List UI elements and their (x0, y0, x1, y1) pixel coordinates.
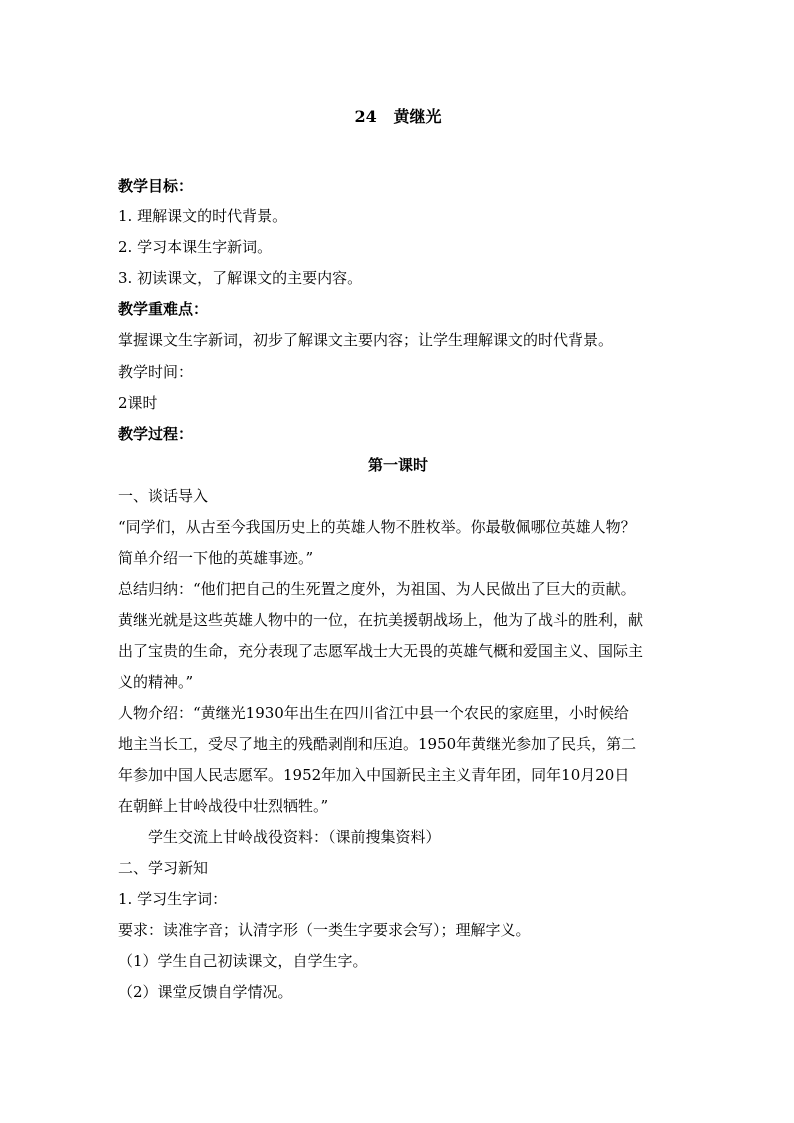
study-words-heading: 1. 学习生字词： (118, 890, 228, 908)
page-title: 24 黄继光 (354, 107, 442, 126)
intro-paragraph-line: 简单介绍一下他的英雄事迹。” (118, 549, 314, 567)
step-one-text: （1）学生自己初读课文，自学生字。 (118, 952, 368, 970)
summary-paragraph-line: 出了宝贵的生命，充分表现了志愿军战士大无畏的英雄气概和爱国主义、国际主 (118, 642, 644, 660)
biography-paragraph-line: 年参加中国人民志愿军。1952年加入中国新民主主义青年团，同年10月20日 (118, 766, 630, 784)
biography-paragraph-line: 地主当长工，受尽了地主的残酷剥削和压迫。1950年黄继光参加了民兵，第二 (118, 735, 637, 753)
section-heading-process: 教学过程： (118, 425, 194, 443)
step-two-text: （2）课堂反馈自学情况。 (118, 983, 293, 1001)
biography-paragraph-line: 在朝鲜上甘岭战役中壮烈牺牲。” (118, 797, 329, 815)
section-heading-time: 教学时间： (118, 363, 194, 381)
section-heading-key-points: 教学重难点： (118, 300, 209, 318)
key-points-text: 掌握课文生字新词，初步了解课文主要内容；让学生理解课文的时代背景。 (118, 331, 614, 349)
summary-paragraph-line: 黄继光就是这些英雄人物中的一位，在抗美援朝战场上，他为了战斗的胜利，献 (118, 611, 644, 629)
objective-item-2: 2. 学习本课生字新词。 (118, 238, 273, 256)
lesson-one-heading: 第一课时 (367, 456, 428, 474)
part-one-heading: 一、谈话导入 (118, 487, 209, 505)
objective-item-1: 1. 理解课文的时代背景。 (118, 207, 288, 225)
intro-paragraph-line: “同学们，从古至今我国历史上的英雄人物不胜枚举。你最敬佩哪位英雄人物？ (118, 518, 636, 536)
biography-paragraph-line: 人物介绍：“黄继光1930年出生在四川省江中县一个农民的家庭里，小时候给 (118, 704, 629, 722)
summary-paragraph-line: 义的精神。” (118, 673, 194, 691)
section-heading-objectives: 教学目标： (118, 177, 194, 195)
summary-paragraph-line: 总结归纳：“他们把自己的生死置之度外，为祖国、为人民做出了巨大的贡献。 (118, 580, 636, 598)
requirements-text: 要求：读准字音；认清字形（一类生字要求会写）；理解字义。 (118, 921, 531, 939)
objective-item-3: 3. 初读课文，了解课文的主要内容。 (118, 269, 363, 287)
time-text: 2课时 (118, 394, 158, 412)
student-exchange-text: 学生交流上甘岭战役资料：（课前搜集资料） (148, 828, 441, 846)
part-two-heading: 二、学习新知 (118, 859, 209, 877)
